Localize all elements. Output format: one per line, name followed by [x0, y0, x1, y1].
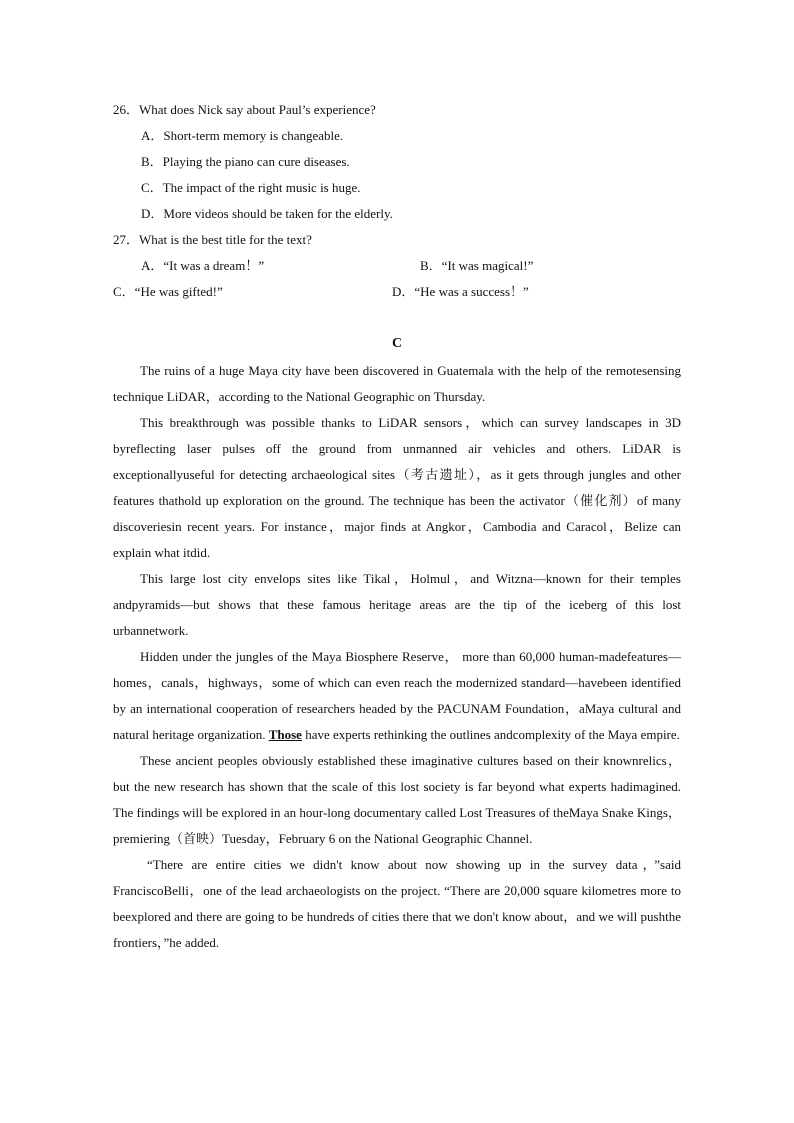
question-26-option-d: D．More videos should be taken for the elderly.	[141, 206, 393, 221]
question-27-option-a: A．“It was a dream！”	[141, 258, 265, 273]
question-27-option-b: B．“It was magical!”	[420, 258, 534, 273]
question-26-option-b: B．Playing the piano can cure diseases.	[141, 154, 350, 169]
passage-paragraph-4-end: have experts rethinking the outlines andcomplexity of the Maya empire.	[301, 727, 680, 742]
section-title: C	[391, 336, 403, 351]
question-27-stem: 27．What is the best title for the text?	[113, 232, 312, 247]
passage-paragraph-6: “There are entire cities we didn't know about now showing up in the survey data，”said FranciscoBelli，one of the lead archaeologists on the project. “There are 20,000 square kilometres more to beexplored and there are going to be hundreds of cities there that we don't know about，and we will pushthe frontiers，”he added.	[113, 857, 681, 950]
reading-passage	[113, 358, 681, 956]
question-26-option-a: A．Short-term memory is changeable.	[141, 128, 344, 143]
passage-paragraph-1: The ruins of a huge Maya city have been discovered in Guatemala with the help of the remotesensing technique LiDAR，according to the National Geographic on Thursday.	[113, 363, 681, 404]
question-26-stem: 26．What does Nick say about Paul’s experience?	[113, 102, 376, 117]
passage-paragraph-5: These ancient peoples obviously established these imaginative cultures based on their knownrelics，but the new research has shown that the scale of this lost society is far beyond what experts hadimagined. The findings will be explored in an hour-long documentary called Lost Treasures of theMaya Snake Kings，premiering（首映）Tuesday，February 6 on the National Geographic Channel.	[113, 753, 681, 846]
passage-paragraph-2: This breakthrough was possible thanks to LiDAR sensors，which can survey landscapes in 3D byreflecting laser pulses off the ground from unmanned air vehicles and others. LiDAR is exceptionallyuseful for detecting archaeological sites（考古遗址），as it gets through jungles and other features thathold up exploration on the ground. The technique has been the activator（催化剂）of many discoveriesin recent years. For instance，major finds at Angkor，Cambodia and Caracol，Belize can explain what itdid.	[113, 415, 681, 560]
question-27-option-c: C．“He was gifted!”	[113, 284, 223, 299]
underlined-word: Those	[268, 727, 302, 742]
question-26-option-c: C．The impact of the right music is huge.	[141, 180, 361, 195]
passage-paragraph-4	[113, 644, 681, 748]
question-27-option-d: D．“He was a success！”	[392, 284, 529, 299]
passage-paragraph-3: This large lost city envelops sites like Tikal，Holmul，and Witzna—known for their temples andpyramids—but shows that these famous heritage areas are the tip of the iceberg of this lost urbannetwork.	[113, 571, 681, 638]
passage-paragraph-4-start: Hidden under the jungles of the Maya Biosphere Reserve， more than 60,000 human-madefeatures—homes，canals，highways，some of which can even reach the modernized standard—havebeen identified by an international cooperation of researchers headed by the PACUNAM Foundation，aMaya cultural and natural heritage organization.	[113, 649, 681, 742]
